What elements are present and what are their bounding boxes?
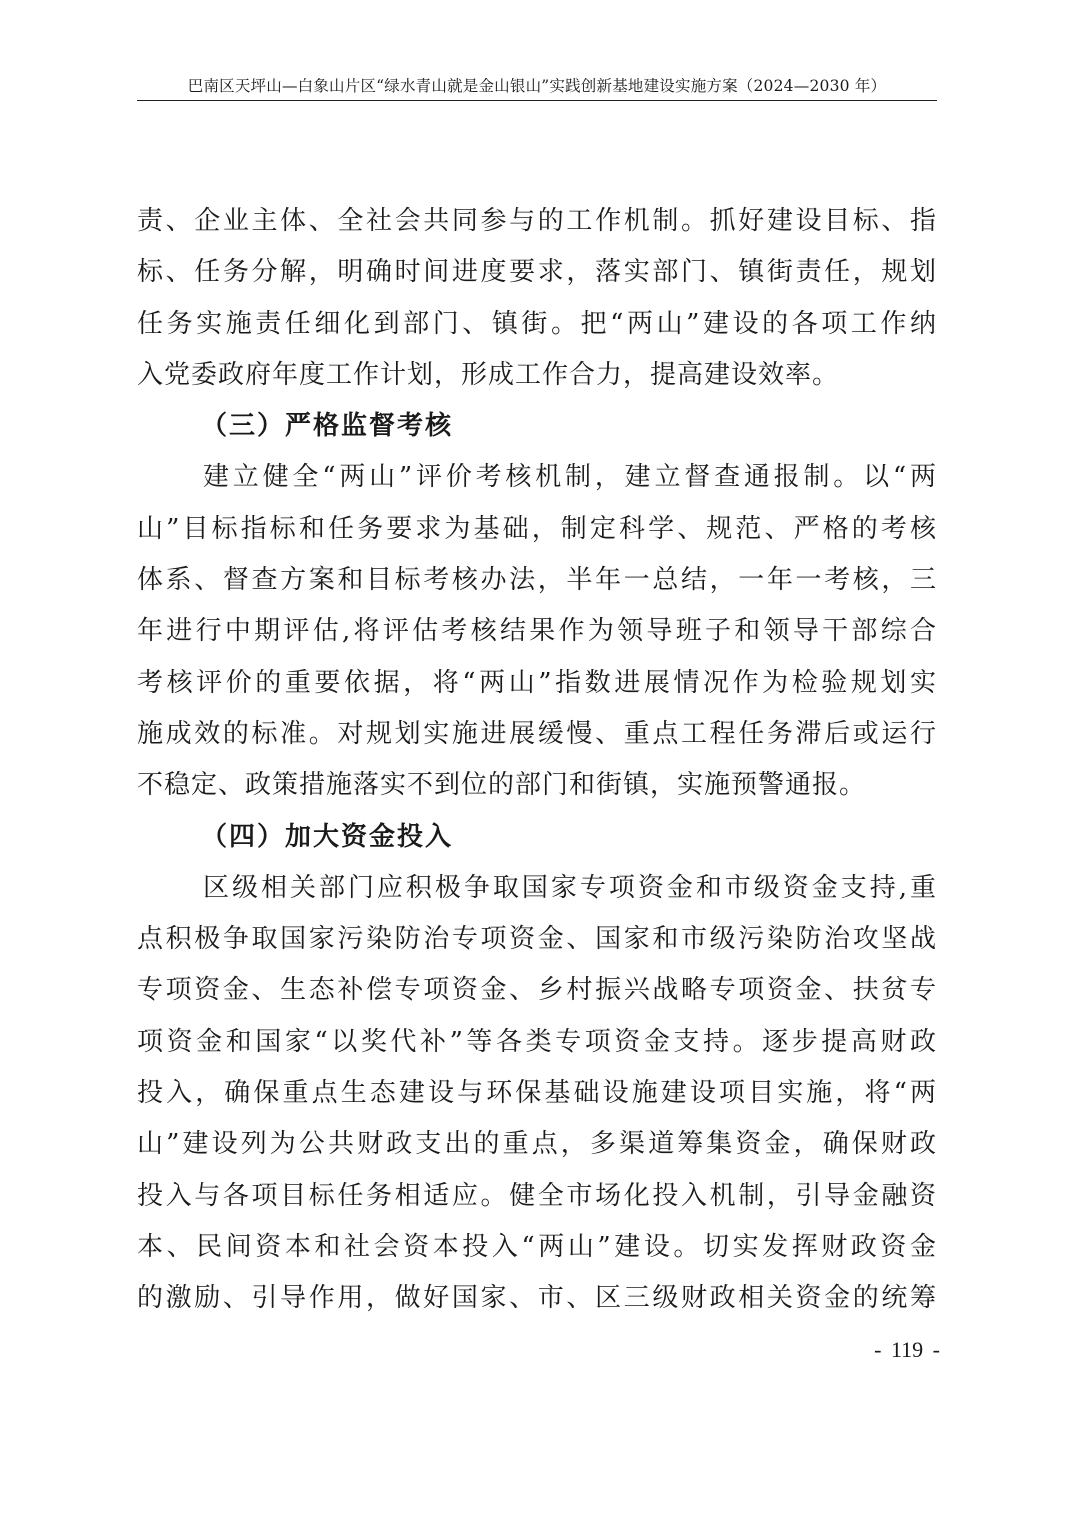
paragraph-line: 体系、督查方案和目标考核办法，半年一总结，一年一考核，三 [137,565,937,596]
section-heading-supervision: （三）严格监督考核 [201,411,454,442]
paragraph-line: 山”目标指标和任务要求为基础，制定科学、规范、严格的考核 [137,513,937,544]
paragraph-line: 标、任务分解，明确时间进度要求，落实部门、镇街责任，规划 [137,257,937,288]
paragraph-line: 年进行中期评估,将评估考核结果作为领导班子和领导干部综合 [137,616,937,647]
paragraph-line: 的激励、引导作用，做好国家、市、区三级财政相关资金的统筹 [137,1283,937,1314]
paragraph-line: 投入与各项目标任务相适应。健全市场化投入机制，引导金融资 [137,1180,937,1211]
header-divider [137,100,937,101]
paragraph-line: 本、民间资本和社会资本投入“两山”建设。切实发挥财政资金 [137,1231,937,1262]
paragraph-line: 点积极争取国家污染防治专项资金、国家和市级污染防治攻坚战 [137,924,937,955]
paragraph-line: 专项资金、生态补偿专项资金、乡村振兴战略专项资金、扶贫专 [137,975,937,1006]
paragraph-line: 不稳定、政策措施落实不到位的部门和街镇，实施预警通报。 [137,770,867,801]
paragraph-line: 任务实施责任细化到部门、镇街。把“两山”建设的各项工作纳 [137,308,937,339]
paragraph-line: 山”建设列为公共财政支出的重点，多渠道筹集资金，确保财政 [137,1129,937,1160]
document-body [137,196,937,1325]
paragraph-line: 施成效的标准。对规划实施进展缓慢、重点工程任务滞后或运行 [137,718,937,749]
paragraph-line: 责、企业主体、全社会共同参与的工作机制。抓好建设目标、指 [137,206,937,236]
paragraph-line: 入党委政府年度工作计划，形成工作合力，提高建设效率。 [137,359,840,390]
paragraph-line: 投入，确保重点生态建设与环保基础设施建设项目实施，将“两 [137,1078,937,1109]
paragraph-line: 考核评价的重要依据，将“两山”指数进展情况作为检验规划实 [137,667,937,698]
paragraph-line: 项资金和国家“以奖代补”等各类专项资金支持。逐步提高财政 [137,1026,937,1057]
paragraph-line: 区级相关部门应积极争取国家专项资金和市级资金支持,重 [203,872,937,903]
page-number: - 119 - [874,1337,940,1362]
paragraph-line: 建立健全“两山”评价考核机制，建立督查通报制。以“两 [203,462,937,493]
running-header-title: 巴南区天坪山—白象山片区“绿水青山就是金山银山”实践创新基地建设实施方案（2024—2030 年） [187,77,887,95]
section-heading-funding: （四）加大资金投入 [201,821,454,852]
